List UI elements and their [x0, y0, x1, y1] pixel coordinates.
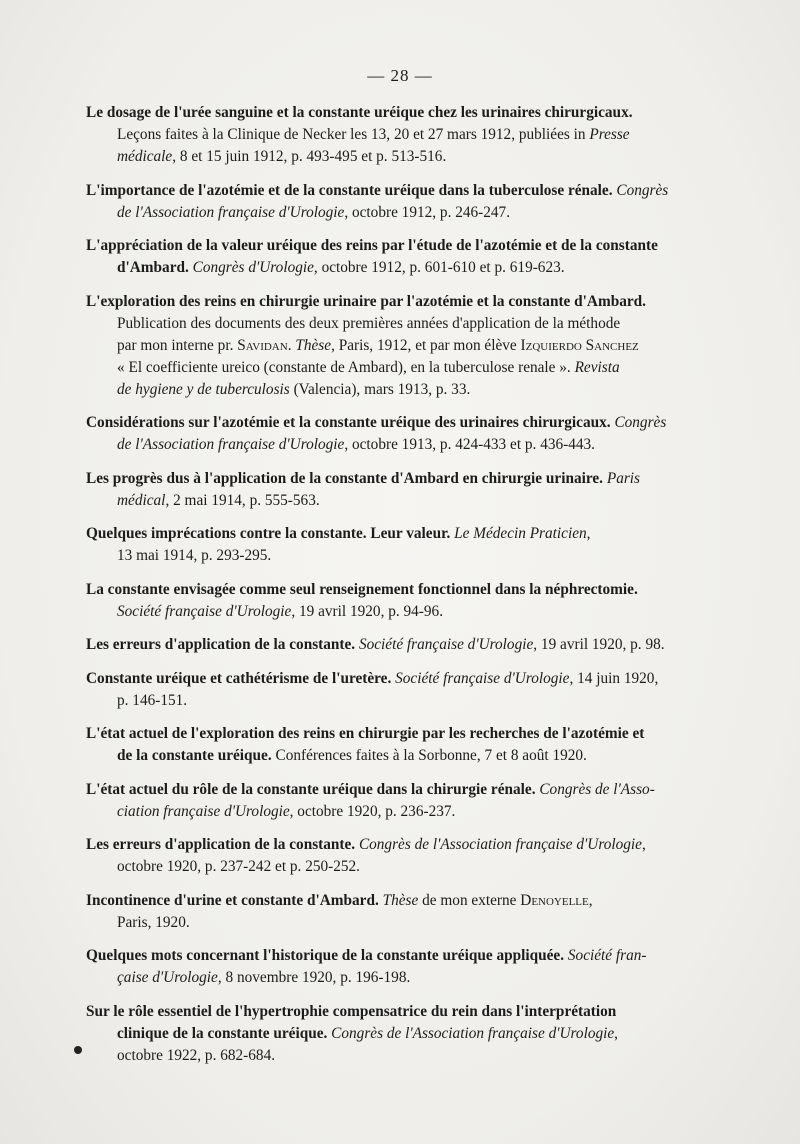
bibliography-entry — [86, 235, 792, 279]
entry-title: Le dosage de l'urée sanguine et la constante uréique chez les urinaires chirurgicaux. — [86, 104, 633, 121]
entry-journal: Paris — [606, 469, 640, 487]
entry-journal: Congrès — [614, 414, 667, 431]
entry-title: L'état actuel de l'exploration des reins en chirurgie par les recherches de l'azotémie et — [86, 725, 645, 742]
bibliography-entry — [86, 634, 792, 656]
entry-text: Conférences faites à la Sorbonne, 7 et 8 août 1920. — [271, 747, 587, 764]
entry-text: , 8 et 15 juin 1912, p. 493-495 et p. 513-516. — [172, 148, 447, 165]
entry-text: . — [287, 336, 296, 354]
entry-journal: de l'Association française d'Urologie — [117, 436, 345, 453]
page-number: — 28 — — [367, 66, 433, 85]
bibliography-entry — [86, 102, 792, 168]
entry-journal: Congrès de l'Association française d'Urologie — [358, 836, 642, 853]
entry-title: clinique de la constante uréique. — [117, 1024, 328, 1042]
entry-text: , 14 juin 1920, — [569, 669, 659, 687]
entry-title: Quelques mots concernant l'historique de la constante uréique appliquée. — [86, 947, 565, 964]
entry-journal: Thèse — [382, 891, 419, 909]
bibliography-entry — [86, 579, 792, 623]
entry-text: octobre 1920, p. 237-242 et p. 250-252. — [117, 858, 361, 875]
entry-journal: de l'Association française d'Urologie — [117, 203, 345, 221]
entry-text: de mon externe — [418, 891, 521, 909]
bullet-mark — [74, 1046, 82, 1054]
entry-person: Savidan — [237, 336, 288, 354]
entry-text: , octobre 1913, p. 424-433 et p. 436-443. — [344, 436, 596, 453]
entry-title: Constante uréique et cathétérisme de l'uretère. — [86, 669, 392, 687]
entry-journal: Presse — [589, 126, 630, 143]
entry-person: Denoyelle — [520, 891, 589, 909]
entry-title: de la constante uréique. — [117, 747, 272, 764]
entry-person: Izquierdo Sanchez — [520, 336, 639, 354]
entry-journal: Congrès de l'Association française d'Urologie — [331, 1024, 615, 1042]
entry-text: « El coefficiente ureico (constante de Ambard), en la tuberculose renale ». — [117, 358, 575, 376]
bibliography-entry — [86, 723, 792, 767]
entry-text: , Paris, 1912, et par mon élève — [331, 336, 521, 354]
bibliography-entry — [86, 1001, 792, 1067]
bibliography-entry — [86, 779, 792, 823]
entry-title: L'importance de l'azotémie et de la constante uréique dans la tuberculose rénale. — [86, 181, 613, 199]
entry-text: Publication des documents des deux premières années d'application de la méthode — [117, 314, 621, 332]
entry-journal: de hygiene y de tuberculosis — [117, 380, 290, 398]
entry-journal: médicale — [117, 148, 173, 165]
entry-title: d'Ambard. — [117, 259, 189, 276]
entry-journal: Société française d'Urologie — [358, 636, 534, 653]
entry-journal: Société fran- — [567, 947, 647, 964]
entry-text: , octobre 1920, p. 236-237. — [289, 802, 456, 820]
entry-text: par mon interne pr. — [117, 336, 238, 354]
bibliography-entry — [86, 523, 792, 567]
entry-text: , 19 avril 1920, p. 94-96. — [291, 602, 444, 620]
entry-text: , — [586, 525, 591, 542]
entry-title: La constante envisagée comme seul renseignement fonctionnel dans la néphrectomie. — [86, 580, 638, 598]
entry-journal: çaise d'Urologie — [117, 969, 218, 986]
entry-title: Les progrès dus à l'application de la constante d'Ambard en chirurgie urinaire. — [86, 469, 604, 487]
entry-text: Leçons faites à la Clinique de Necker les 13, 20 et 27 mars 1912, publiées in — [117, 126, 590, 143]
entry-journal: Société française d'Urologie — [395, 669, 570, 687]
entry-journal: Le Médecin Praticien — [454, 525, 587, 542]
entry-text: 13 mai 1914, p. 293-295. — [117, 547, 272, 564]
entry-journal: Congrès — [616, 181, 669, 199]
bibliography-entry — [86, 291, 792, 401]
entry-text: , octobre 1912, p. 601-610 et p. 619-623. — [313, 259, 565, 276]
entry-text: , 2 mai 1914, p. 555-563. — [165, 491, 320, 509]
entry-journal: Société française d'Urologie — [117, 602, 292, 620]
entry-title: Quelques imprécations contre la constante. Leur valeur. — [86, 525, 451, 542]
entry-journal: ciation française d'Urologie — [117, 802, 290, 820]
entry-text: p. 146-151. — [117, 691, 188, 709]
entry-journal: Congrès de l'Asso- — [539, 780, 655, 798]
entry-title: L'exploration des reins en chirurgie urinaire par l'azotémie et la constante d'Ambard. — [86, 292, 646, 310]
entry-title: L'état actuel du rôle de la constante uréique dans la chirurgie rénale. — [86, 780, 536, 798]
bibliography-entry — [86, 180, 792, 224]
bibliography-entry — [86, 468, 792, 512]
entry-title: Considérations sur l'azotémie et la constante uréique des urinaires chirurgicaux. — [86, 414, 611, 431]
bibliography-entry — [86, 834, 792, 878]
entry-text: octobre 1922, p. 682-684. — [117, 1046, 276, 1064]
entry-title: L'appréciation de la valeur uréique des reins par l'étude de l'azotémie et de la constante — [86, 237, 658, 254]
entry-text: , — [641, 836, 646, 853]
entry-journal: médical — [117, 491, 166, 509]
entry-journal: Thèse — [295, 336, 332, 354]
entry-text: , 8 novembre 1920, p. 196-198. — [217, 969, 411, 986]
bibliography-list — [86, 102, 792, 1078]
bibliography-entry — [86, 945, 792, 989]
entry-title: Les erreurs d'application de la constante. — [86, 636, 356, 653]
entry-title: Sur le rôle essentiel de l'hypertrophie compensatrice du rein dans l'interprétation — [86, 1002, 617, 1020]
entry-text: , — [614, 1024, 618, 1042]
entry-title: Incontinence d'urine et constante d'Ambard. — [86, 891, 379, 909]
entry-title: Les erreurs d'application de la constante. — [86, 836, 356, 853]
entry-text: (Valencia), mars 1913, p. 33. — [289, 380, 471, 398]
bibliography-entry — [86, 890, 792, 934]
entry-text: , 19 avril 1920, p. 98. — [533, 636, 665, 653]
bibliography-entry — [86, 412, 792, 456]
bibliography-entry — [86, 668, 792, 712]
entry-journal: Congrès d'Urologie — [192, 259, 314, 276]
entry-journal: Revista — [574, 358, 620, 376]
entry-text: , octobre 1912, p. 246-247. — [344, 203, 511, 221]
entry-text: Paris, 1920. — [117, 913, 190, 931]
entry-text: , — [588, 891, 593, 909]
